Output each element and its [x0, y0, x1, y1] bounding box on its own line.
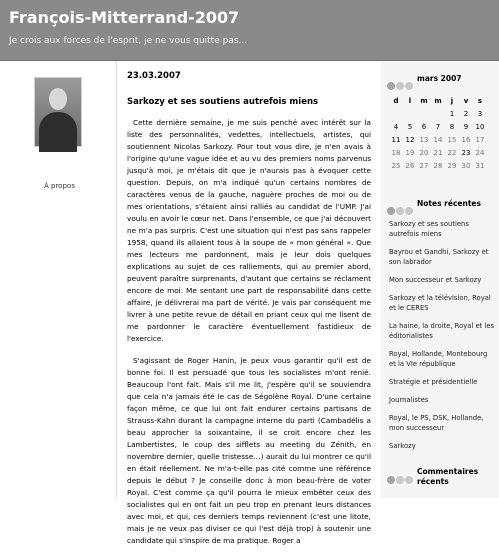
recent-notes-title: Notes récentes [417, 199, 481, 208]
calendar-day: 27 [419, 161, 429, 170]
recent-comments-header [387, 467, 495, 491]
post-body [127, 117, 371, 557]
calendar-day [431, 107, 445, 120]
calendar-day: 28 [433, 161, 443, 170]
calendar-header [387, 73, 495, 87]
recent-comments-title: Commentaires récents [417, 467, 479, 486]
calendar-day: 20 [419, 148, 429, 157]
calendar-day: 22 [447, 148, 457, 157]
calendar-day: 31 [475, 161, 485, 170]
dots-icon [387, 469, 414, 488]
weekday-label: j [450, 96, 454, 105]
weekday-label: l [408, 96, 412, 105]
author-photo [34, 77, 82, 147]
calendar-day: 10 [475, 122, 485, 131]
calendar-day [403, 107, 417, 120]
recent-note-link[interactable]: Royal, Hollande, Montebourg et la VIe république [389, 350, 488, 368]
site-title[interactable]: François-Mitterrand-2007 [9, 8, 240, 27]
post-date: 23.03.2007 [127, 71, 181, 81]
recent-note-link[interactable]: Bayrou et Gandhi, Sarkozy et son labrador [389, 248, 489, 266]
calendar-day: 21 [433, 148, 443, 157]
weekday-label: v [463, 96, 469, 105]
calendar-day: 18 [391, 148, 401, 157]
recent-note-link[interactable]: Sarkozy et ses soutiens autrefois miens [389, 220, 469, 238]
calendar-day [417, 107, 431, 120]
calendar-day: 4 [393, 122, 399, 131]
calendar-day: 17 [475, 135, 485, 144]
calendar-day: 6 [421, 122, 427, 131]
calendar-day: 13 [419, 135, 429, 144]
left-column [0, 61, 116, 498]
calendar-day: 15 [447, 135, 457, 144]
calendar-day: 1 [449, 109, 455, 118]
calendar-day[interactable]: 23 [461, 148, 471, 157]
weekday-label: m [420, 96, 428, 105]
calendar-day: 16 [461, 135, 471, 144]
calendar-grid [389, 94, 487, 172]
calendar-day: 24 [475, 148, 485, 157]
calendar-day: 12 [405, 135, 415, 144]
calendar-day: 25 [391, 161, 401, 170]
calendar-day: 26 [405, 161, 415, 170]
calendar-day [389, 107, 403, 120]
post-title[interactable]: Sarkozy et ses soutiens autrefois miens [127, 97, 319, 107]
recent-note-link[interactable]: Sarkozy [389, 442, 416, 450]
recent-note-link[interactable]: Journalistes [389, 396, 429, 404]
weekday-label: s [477, 96, 483, 105]
photo-shoulders-shape [39, 112, 77, 152]
calendar-day: 5 [407, 122, 413, 131]
recent-note-link[interactable]: Royal, le PS, DSK, Hollande, mon successeur [389, 414, 484, 432]
post-paragraph: Cette dernière semaine, je me suis penché avec intérêt sur la liste des personnalités, vedettes, intellectuels, artistes, qui soutiennent Nicolas Sarkozy. Pour tout vous dire, je n'en avais à l'origine qu'une vague idée et au vu des premiers noms parvenus jusqu'à moi, je m'étais dit que je n'aurais pas à évoquer cette question. Depuis, on m'a indiqué qu'un certains nombres de caractères venus de la gauche, naguère proches de moi ou de mes orientations, s'étaient ainsi ralliés au candidat de l'UMP. J'ai voulu en avoir le cœur net. Dans l'ensemble, ce que j'ai découvert ne m'a pas surpris. C'est une situation qui n'est pas sans rappeler 1958, quand ils allaient tous à la soupe de « mon général ». Que mes lecteurs me pardonnent, mais je leur dois quelques explications au sujet de ces ralliements, qui au premier abord, peuvent paraître surprenants, d'autant que certains se réclament encore de moi. Me sentant une part de responsabilité dans cette affaire, je délivrerai ma part de vérité. Je vais par conséquent me livrer à une petite revue de détail en priant ceux qui me lisent de me pardonner le caractère éventuellement fastidieux de l'exercice. [127, 118, 371, 343]
sidebar [381, 61, 499, 498]
calendar-day: 8 [449, 122, 455, 131]
calendar-day: 9 [463, 122, 469, 131]
photo-head-shape [49, 88, 67, 110]
dots-icon [387, 75, 414, 94]
weekday-label: m [434, 96, 442, 105]
calendar-day: 30 [461, 161, 471, 170]
calendar-day: 14 [433, 135, 443, 144]
recent-note-link[interactable]: Stratégie et présidentielle [389, 378, 478, 386]
post-paragraph: S'agissant de Roger Hanin, je peux vous garantir qu'il est de bonne foi. Il est persuadé que tous les socialistes m'ont renié. Beaucoup l'ont fait. Mais s'il me lit, j'espère qu'il se souviendra que cela n'a jamais été le cas de Ségolène Royal. D'une certaine façon même, ce que lui ont fait endurer certains partisans de Strauss-Kahn durant la campagne interne du parti (Cambadélis a beau approcher la soixantaine, il se croit encore chez les Lambertistes, le coup des sifflets au meeting du Zénith, en novembre dernier, quelle tristesse…) aurait du lui montrer ce qu'il en était réellement. Ne m'a-t-elle pas cité comme une référence depuis le début ? Je conseille donc à mon beau-frère de voter Royal. C'est comme ça qu'il pourra le mieux embêter ceux des socialistes qui en ont fait un peu trop en prenant leurs distances avec moi, et qui, ces derniers temps reviennent (c'est une litote, mais je ne veux pas diviser ce qui l'est déjà trop) à soutenir une candidate qui s'inspire de ma pratique. Roger a [127, 356, 371, 545]
weekday-label: d [393, 96, 399, 105]
recent-notes-header [387, 198, 495, 212]
calendar-title: mars 2007 [417, 74, 462, 83]
recent-note-link[interactable]: La haine, la droite, Royal et les éditorialistes [389, 322, 495, 340]
site-tagline: Je crois aux forces de l'esprit, je ne vous quitte pas... [9, 36, 248, 46]
main-content [116, 61, 382, 545]
calendar-day: 3 [477, 109, 483, 118]
recent-note-link[interactable]: Sarkozy et la télévision, Royal et le CERES [389, 294, 491, 312]
calendar-day: 29 [447, 161, 457, 170]
calendar-day: 19 [405, 148, 415, 157]
calendar-day: 7 [435, 122, 441, 131]
recent-note-link[interactable]: Mon successeur et Sarkozy [389, 276, 482, 284]
site-header [0, 0, 499, 61]
calendar-day: 11 [391, 135, 401, 144]
dots-icon [387, 200, 414, 219]
calendar-day: 2 [463, 109, 469, 118]
recent-notes-list [389, 219, 495, 459]
about-link[interactable]: À propos [44, 182, 75, 190]
